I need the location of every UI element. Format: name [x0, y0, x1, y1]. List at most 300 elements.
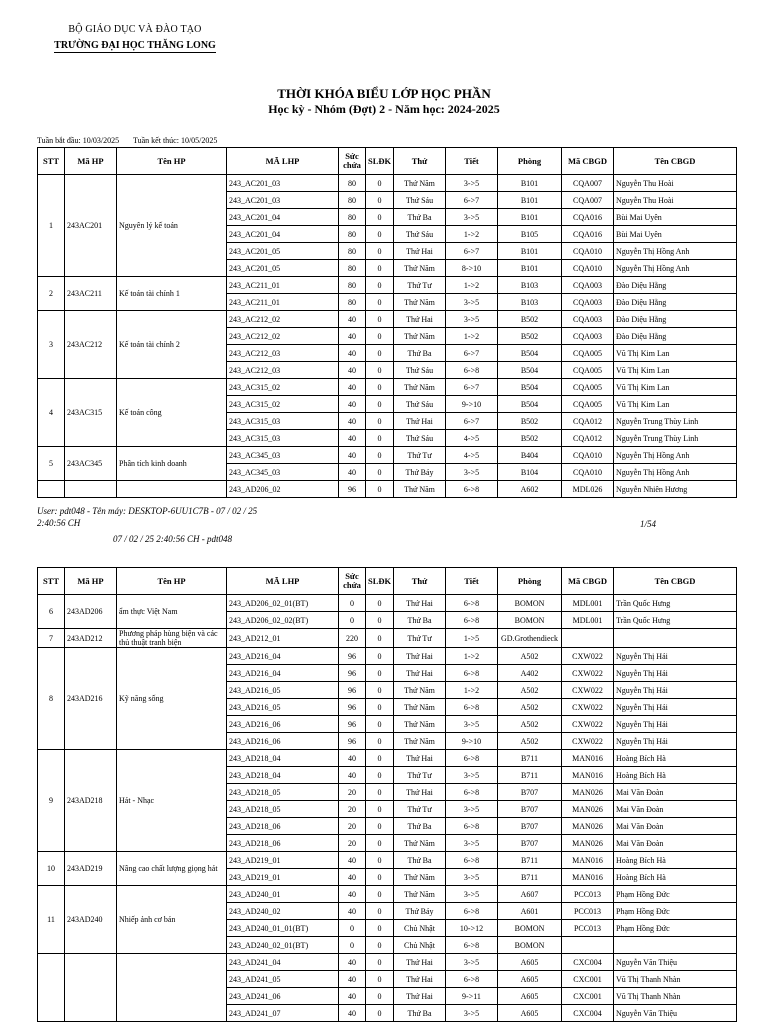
cell-phong: A602 — [498, 481, 562, 498]
table-row — [38, 277, 737, 294]
col-thu: Thứ — [394, 568, 446, 595]
cell-suc-chua: 96 — [339, 733, 366, 750]
cell-thu: Thứ Hai — [394, 595, 446, 612]
cell-sldk: 0 — [366, 954, 394, 971]
cell-suc-chua: 40 — [339, 750, 366, 767]
cell-suc-chua: 40 — [339, 430, 366, 447]
cell-ten-hp: ẩm thực Việt Nam — [117, 595, 227, 629]
cell-ma-cbgd: CXC004 — [562, 1005, 614, 1022]
cell-tiet: 6->7 — [446, 243, 498, 260]
cell-thu: Thứ Ba — [394, 345, 446, 362]
cell-tiet: 1->2 — [446, 277, 498, 294]
cell-thu: Thứ Ba — [394, 209, 446, 226]
cell-ma-lhp: 243_AD212_01 — [227, 629, 339, 648]
cell-phong: B502 — [498, 311, 562, 328]
cell-tiet: 9->10 — [446, 396, 498, 413]
cell-stt: 2 — [38, 277, 65, 311]
cell-suc-chua: 40 — [339, 767, 366, 784]
cell-ma-cbgd: CQA007 — [562, 192, 614, 209]
cell-thu: Thứ Tư — [394, 277, 446, 294]
footer-user-line: User: pdt048 - Tên máy: DESKTOP-6UU1C7B - 07 / 02 / 25 — [37, 506, 258, 516]
cell-tiet: 3->5 — [446, 716, 498, 733]
cell-ten-cbgd: Đào Diệu Hằng — [614, 294, 737, 311]
cell-ma-lhp: 243_AD241_07 — [227, 1005, 339, 1022]
cell-sldk: 0 — [366, 379, 394, 396]
cell-ma-lhp: 243_AC201_04 — [227, 209, 339, 226]
cell-sldk: 0 — [366, 767, 394, 784]
cell-phong: BOMON — [498, 612, 562, 629]
cell-tiet: 3->5 — [446, 294, 498, 311]
cell-thu: Thứ Ba — [394, 818, 446, 835]
cell-sldk: 0 — [366, 629, 394, 648]
cell-sldk: 0 — [366, 595, 394, 612]
cell-thu: Thứ Sáu — [394, 226, 446, 243]
cell-ten-cbgd: Nguyễn Thị Hải — [614, 716, 737, 733]
cell-stt — [38, 954, 65, 1022]
cell-ma-lhp: 243_AC315_03 — [227, 430, 339, 447]
cell-ten-cbgd: Đào Diệu Hằng — [614, 311, 737, 328]
table-body — [38, 175, 737, 498]
col-ma-lhp: MÃ LHP — [227, 568, 339, 595]
cell-ma-lhp: 243_AD240_01_01(BT) — [227, 920, 339, 937]
cell-ma-hp — [65, 481, 117, 498]
cell-sldk: 0 — [366, 784, 394, 801]
cell-phong: B404 — [498, 447, 562, 464]
cell-ma-cbgd: CQA016 — [562, 209, 614, 226]
cell-suc-chua: 40 — [339, 328, 366, 345]
cell-ma-cbgd: MAN026 — [562, 801, 614, 818]
cell-ma-lhp: 243_AD216_04 — [227, 648, 339, 665]
cell-tiet: 6->8 — [446, 595, 498, 612]
cell-sldk: 0 — [366, 345, 394, 362]
cell-ma-cbgd: CQA012 — [562, 430, 614, 447]
cell-ten-cbgd: Hoàng Bích Hà — [614, 852, 737, 869]
cell-tiet: 3->5 — [446, 209, 498, 226]
footer-stamp-line: 07 / 02 / 25 2:40:56 CH - pdt048 — [113, 534, 232, 544]
cell-thu: Thứ Tư — [394, 801, 446, 818]
cell-ma-lhp: 243_AD216_06 — [227, 716, 339, 733]
cell-thu: Thứ Năm — [394, 835, 446, 852]
cell-phong: A502 — [498, 733, 562, 750]
cell-ten-cbgd — [614, 937, 737, 954]
cell-ten-cbgd: Nguyễn Thị Hồng Anh — [614, 464, 737, 481]
cell-tiet: 3->5 — [446, 767, 498, 784]
cell-ma-cbgd: MAN026 — [562, 818, 614, 835]
cell-ten-cbgd: Nguyễn Thị Hải — [614, 699, 737, 716]
cell-sldk: 0 — [366, 937, 394, 954]
letterhead — [30, 24, 240, 53]
university-name: TRƯỜNG ĐẠI HỌC THĂNG LONG — [54, 40, 216, 51]
cell-suc-chua: 40 — [339, 447, 366, 464]
cell-tiet: 3->5 — [446, 464, 498, 481]
cell-sldk: 0 — [366, 396, 394, 413]
cell-tiet: 1->2 — [446, 328, 498, 345]
cell-phong: B101 — [498, 243, 562, 260]
cell-thu: Thứ Hai — [394, 243, 446, 260]
cell-tiet: 3->5 — [446, 311, 498, 328]
cell-ma-lhp: 243_AD219_01 — [227, 869, 339, 886]
cell-tiet: 3->5 — [446, 886, 498, 903]
cell-ten-hp: Kỹ năng sống — [117, 648, 227, 750]
cell-ma-lhp: 243_AC315_03 — [227, 413, 339, 430]
cell-sldk: 0 — [366, 920, 394, 937]
cell-thu: Thứ Hai — [394, 648, 446, 665]
cell-ten-cbgd: Nguyễn Văn Thiệu — [614, 954, 737, 971]
cell-ma-lhp: 243_AC212_02 — [227, 311, 339, 328]
cell-sldk: 0 — [366, 464, 394, 481]
cell-tiet: 1->2 — [446, 648, 498, 665]
cell-ma-lhp: 243_AD240_01 — [227, 886, 339, 903]
cell-sldk: 0 — [366, 699, 394, 716]
cell-ma-cbgd: PCC013 — [562, 920, 614, 937]
cell-sldk: 0 — [366, 818, 394, 835]
cell-stt: 4 — [38, 379, 65, 447]
cell-phong: B707 — [498, 784, 562, 801]
week-end: Tuần kết thúc: 10/05/2025 — [133, 136, 218, 145]
cell-suc-chua: 40 — [339, 311, 366, 328]
cell-tiet: 1->5 — [446, 629, 498, 648]
cell-suc-chua: 96 — [339, 665, 366, 682]
cell-sldk: 0 — [366, 311, 394, 328]
cell-ma-cbgd: CXC001 — [562, 971, 614, 988]
cell-suc-chua: 96 — [339, 699, 366, 716]
cell-ten-hp: Kế toán công — [117, 379, 227, 447]
cell-ma-cbgd: CQA010 — [562, 243, 614, 260]
cell-suc-chua: 0 — [339, 595, 366, 612]
cell-ten-cbgd: Nguyễn Thị Hải — [614, 665, 737, 682]
table-row — [38, 175, 737, 192]
cell-ma-lhp: 243_AC201_05 — [227, 260, 339, 277]
cell-ma-lhp: 243_AD240_02_01(BT) — [227, 937, 339, 954]
col-ma-hp: Mã HP — [65, 148, 117, 175]
cell-suc-chua: 40 — [339, 413, 366, 430]
week-start: Tuần bắt đầu: 10/03/2025 — [37, 136, 120, 145]
cell-ten-cbgd: Mai Văn Đoàn — [614, 835, 737, 852]
cell-sldk: 0 — [366, 447, 394, 464]
cell-tiet: 6->8 — [446, 362, 498, 379]
cell-suc-chua: 40 — [339, 362, 366, 379]
cell-ma-cbgd: CQA010 — [562, 260, 614, 277]
cell-tiet: 6->7 — [446, 413, 498, 430]
table-row — [38, 481, 737, 498]
cell-ma-hp: 243AC212 — [65, 311, 117, 379]
schedule-table-page-2 — [37, 567, 737, 1022]
cell-ten-cbgd: Nguyễn Thu Hoài — [614, 175, 737, 192]
cell-suc-chua: 0 — [339, 937, 366, 954]
cell-suc-chua: 40 — [339, 988, 366, 1005]
cell-stt: 3 — [38, 311, 65, 379]
cell-ma-lhp: 243_AD218_06 — [227, 818, 339, 835]
cell-stt: 7 — [38, 629, 65, 648]
cell-sldk: 0 — [366, 648, 394, 665]
cell-phong: B504 — [498, 362, 562, 379]
cell-suc-chua: 40 — [339, 971, 366, 988]
cell-ma-lhp: 243_AD216_06 — [227, 733, 339, 750]
cell-ma-cbgd: CXC004 — [562, 954, 614, 971]
cell-phong: B504 — [498, 379, 562, 396]
cell-ten-cbgd: Nguyễn Văn Thiệu — [614, 1005, 737, 1022]
table-body — [38, 595, 737, 1022]
cell-stt: 9 — [38, 750, 65, 852]
cell-ten-cbgd: Mai Văn Đoàn — [614, 801, 737, 818]
cell-ma-hp — [65, 954, 117, 1022]
cell-ma-cbgd: CXW022 — [562, 699, 614, 716]
cell-suc-chua: 80 — [339, 294, 366, 311]
col-ma-lhp: MÃ LHP — [227, 148, 339, 175]
cell-phong: A601 — [498, 903, 562, 920]
cell-ma-cbgd: CQA003 — [562, 311, 614, 328]
cell-ten-cbgd: Phạm Hồng Đức — [614, 920, 737, 937]
cell-ma-cbgd: MAN016 — [562, 852, 614, 869]
cell-suc-chua: 40 — [339, 954, 366, 971]
cell-ten-cbgd: Vũ Thị Thanh Nhàn — [614, 988, 737, 1005]
cell-thu: Thứ Hai — [394, 988, 446, 1005]
col-suc-chua: Sức chứa — [339, 148, 366, 175]
cell-ma-lhp: 243_AD216_04 — [227, 665, 339, 682]
cell-sldk: 0 — [366, 971, 394, 988]
cell-ma-lhp: 243_AD240_02 — [227, 903, 339, 920]
cell-phong: BOMON — [498, 920, 562, 937]
cell-thu: Thứ Tư — [394, 767, 446, 784]
cell-thu: Thứ Năm — [394, 699, 446, 716]
cell-phong: B101 — [498, 209, 562, 226]
cell-tiet: 6->8 — [446, 903, 498, 920]
cell-ma-cbgd: MAN016 — [562, 869, 614, 886]
cell-thu: Thứ Sáu — [394, 396, 446, 413]
cell-ma-cbgd: CQA007 — [562, 175, 614, 192]
cell-tiet: 6->8 — [446, 937, 498, 954]
cell-phong: BOMON — [498, 937, 562, 954]
col-stt: STT — [38, 148, 65, 175]
cell-ten-cbgd: Trần Quốc Hưng — [614, 612, 737, 629]
cell-ma-lhp: 243_AC212_03 — [227, 345, 339, 362]
cell-phong: B707 — [498, 801, 562, 818]
cell-phong: B711 — [498, 750, 562, 767]
cell-ma-lhp: 243_AC212_02 — [227, 328, 339, 345]
cell-phong: B101 — [498, 260, 562, 277]
cell-phong: B103 — [498, 277, 562, 294]
cell-suc-chua: 40 — [339, 345, 366, 362]
cell-ma-hp: 243AC211 — [65, 277, 117, 311]
cell-tiet: 6->8 — [446, 818, 498, 835]
cell-thu: Thứ Hai — [394, 311, 446, 328]
cell-ma-cbgd: MDL001 — [562, 612, 614, 629]
cell-sldk: 0 — [366, 1005, 394, 1022]
table-row — [38, 311, 737, 328]
cell-phong: A605 — [498, 971, 562, 988]
col-sldk: SLĐK — [366, 568, 394, 595]
cell-suc-chua: 20 — [339, 784, 366, 801]
cell-sldk: 0 — [366, 835, 394, 852]
table-row — [38, 595, 737, 612]
col-suc-chua: Sức chứa — [339, 568, 366, 595]
cell-thu: Thứ Hai — [394, 665, 446, 682]
cell-ma-lhp: 243_AD206_02_01(BT) — [227, 595, 339, 612]
cell-thu: Chủ Nhật — [394, 920, 446, 937]
cell-tiet: 9->11 — [446, 988, 498, 1005]
cell-suc-chua: 20 — [339, 801, 366, 818]
cell-thu: Thứ Hai — [394, 784, 446, 801]
cell-ma-lhp: 243_AD219_01 — [227, 852, 339, 869]
cell-tiet: 6->8 — [446, 971, 498, 988]
cell-stt: 6 — [38, 595, 65, 629]
cell-tiet: 3->5 — [446, 801, 498, 818]
cell-thu: Thứ Năm — [394, 379, 446, 396]
cell-sldk: 0 — [366, 294, 394, 311]
cell-ma-lhp: 243_AD206_02 — [227, 481, 339, 498]
cell-ma-lhp: 243_AC345_03 — [227, 464, 339, 481]
cell-ma-hp: 243AD206 — [65, 595, 117, 629]
cell-ma-lhp: 243_AD216_05 — [227, 699, 339, 716]
cell-tiet: 3->5 — [446, 175, 498, 192]
cell-tiet: 4->5 — [446, 430, 498, 447]
cell-ma-lhp: 243_AC345_03 — [227, 447, 339, 464]
cell-ten-cbgd: Nguyễn Thị Hải — [614, 733, 737, 750]
cell-thu: Thứ Năm — [394, 175, 446, 192]
cell-tiet: 6->8 — [446, 852, 498, 869]
cell-ma-cbgd: CQA010 — [562, 447, 614, 464]
cell-ten-cbgd: Trần Quốc Hưng — [614, 595, 737, 612]
cell-ten-cbgd: Nguyễn Thị Hồng Anh — [614, 447, 737, 464]
cell-suc-chua: 80 — [339, 277, 366, 294]
cell-ma-lhp: 243_AD206_02_02(BT) — [227, 612, 339, 629]
cell-sldk: 0 — [366, 328, 394, 345]
cell-suc-chua: 40 — [339, 464, 366, 481]
table-header-row — [38, 568, 737, 595]
cell-ten-cbgd: Vũ Thị Thanh Nhàn — [614, 971, 737, 988]
cell-tiet: 9->10 — [446, 733, 498, 750]
cell-sldk: 0 — [366, 209, 394, 226]
table-row — [38, 852, 737, 869]
cell-ma-cbgd — [562, 937, 614, 954]
schedule-table-page-1 — [37, 147, 737, 498]
cell-phong: A607 — [498, 886, 562, 903]
cell-ma-hp: 243AD216 — [65, 648, 117, 750]
cell-ma-cbgd: CQA016 — [562, 226, 614, 243]
cell-ten-cbgd: Vũ Thị Kim Lan — [614, 362, 737, 379]
cell-phong: GD.Grothendieck — [498, 629, 562, 648]
cell-stt: 8 — [38, 648, 65, 750]
cell-ma-cbgd: CQA012 — [562, 413, 614, 430]
cell-ma-cbgd: CQA005 — [562, 362, 614, 379]
cell-ma-cbgd: MAN026 — [562, 835, 614, 852]
cell-thu: Thứ Năm — [394, 294, 446, 311]
cell-sldk: 0 — [366, 852, 394, 869]
table-row — [38, 648, 737, 665]
cell-tiet: 6->8 — [446, 784, 498, 801]
cell-ma-cbgd: CQA003 — [562, 328, 614, 345]
cell-ten-cbgd: Đào Diệu Hằng — [614, 277, 737, 294]
cell-phong: A502 — [498, 716, 562, 733]
cell-tiet: 3->5 — [446, 869, 498, 886]
cell-sldk: 0 — [366, 277, 394, 294]
cell-tiet: 6->8 — [446, 699, 498, 716]
cell-phong: B711 — [498, 852, 562, 869]
cell-phong: B504 — [498, 396, 562, 413]
col-sldk: SLĐK — [366, 148, 394, 175]
cell-ma-hp: 243AD218 — [65, 750, 117, 852]
cell-thu: Thứ Năm — [394, 716, 446, 733]
table-header-row — [38, 148, 737, 175]
cell-ma-hp: 243AD219 — [65, 852, 117, 886]
cell-ma-cbgd: CXC001 — [562, 988, 614, 1005]
cell-sldk: 0 — [366, 226, 394, 243]
cell-phong: B502 — [498, 430, 562, 447]
cell-sldk: 0 — [366, 801, 394, 818]
cell-ten-cbgd: Nguyễn Thị Hải — [614, 648, 737, 665]
cell-tiet: 6->8 — [446, 612, 498, 629]
cell-ten-cbgd: Vũ Thị Kim Lan — [614, 379, 737, 396]
cell-ma-cbgd: MDL001 — [562, 595, 614, 612]
col-phong: Phòng — [498, 148, 562, 175]
cell-thu: Thứ Ba — [394, 852, 446, 869]
cell-ten-cbgd: Vũ Thị Kim Lan — [614, 396, 737, 413]
cell-ma-cbgd: MDL026 — [562, 481, 614, 498]
cell-ma-cbgd: CXW022 — [562, 648, 614, 665]
cell-ten-cbgd: Mai Văn Đoàn — [614, 818, 737, 835]
cell-thu: Thứ Sáu — [394, 430, 446, 447]
cell-suc-chua: 96 — [339, 682, 366, 699]
cell-ma-lhp: 243_AC201_03 — [227, 192, 339, 209]
cell-phong: A605 — [498, 988, 562, 1005]
cell-thu: Thứ Sáu — [394, 192, 446, 209]
cell-tiet: 3->5 — [446, 835, 498, 852]
cell-ma-lhp: 243_AD218_06 — [227, 835, 339, 852]
cell-ma-lhp: 243_AD218_04 — [227, 767, 339, 784]
cell-ten-hp: Phân tích kinh doanh — [117, 447, 227, 481]
cell-sldk: 0 — [366, 612, 394, 629]
cell-sldk: 0 — [366, 886, 394, 903]
cell-ma-cbgd: MAN026 — [562, 784, 614, 801]
cell-suc-chua: 220 — [339, 629, 366, 648]
document-title: THỜI KHÓA BIỂU LỚP HỌC PHẦN — [277, 86, 491, 101]
cell-suc-chua: 40 — [339, 1005, 366, 1022]
cell-ten-cbgd: Mai Văn Đoàn — [614, 784, 737, 801]
cell-phong: B711 — [498, 767, 562, 784]
cell-tiet: 8->10 — [446, 260, 498, 277]
cell-sldk: 0 — [366, 988, 394, 1005]
cell-ten-cbgd: Hoàng Bích Hà — [614, 750, 737, 767]
cell-thu: Thứ Năm — [394, 682, 446, 699]
cell-phong: B502 — [498, 328, 562, 345]
col-ma-cbgd: Mã CBGD — [562, 568, 614, 595]
cell-phong: B504 — [498, 345, 562, 362]
cell-sldk: 0 — [366, 192, 394, 209]
table-row — [38, 954, 737, 971]
col-phong: Phòng — [498, 568, 562, 595]
cell-ma-cbgd: CQA010 — [562, 464, 614, 481]
cell-thu: Thứ Hai — [394, 413, 446, 430]
cell-stt: 10 — [38, 852, 65, 886]
cell-phong: B104 — [498, 464, 562, 481]
cell-suc-chua: 80 — [339, 226, 366, 243]
cell-ten-cbgd: Nguyễn Trung Thùy Linh — [614, 413, 737, 430]
cell-tiet: 6->8 — [446, 750, 498, 767]
cell-phong: A502 — [498, 699, 562, 716]
cell-ma-cbgd: PCC013 — [562, 903, 614, 920]
cell-ma-cbgd: CQA003 — [562, 294, 614, 311]
cell-phong: B103 — [498, 294, 562, 311]
cell-ma-lhp: 243_AC201_05 — [227, 243, 339, 260]
cell-ten-hp: Nguyên lý kế toán — [117, 175, 227, 277]
cell-stt: 5 — [38, 447, 65, 481]
cell-tiet: 10->12 — [446, 920, 498, 937]
cell-ma-cbgd: CXW022 — [562, 716, 614, 733]
cell-sldk: 0 — [366, 260, 394, 277]
cell-phong: B502 — [498, 413, 562, 430]
col-stt: STT — [38, 568, 65, 595]
col-thu: Thứ — [394, 148, 446, 175]
